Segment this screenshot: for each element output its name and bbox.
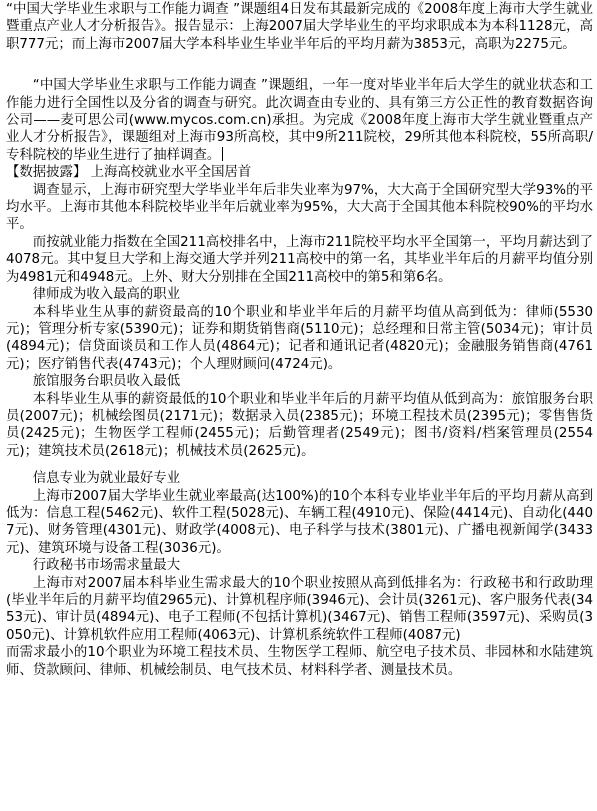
survey-description-paragraph bbox=[6, 77, 593, 164]
heading-highest-income: 律师成为收入最高的职业 bbox=[32, 287, 181, 303]
least-demand-paragraph: 而需求最小的10个职业为环境工程技术员、生物医学工程师、航空电子技术员、非园林和水陆建筑师、贷款顾问、律师、机械绘制员、电气技术员、材料科学者、测量技术员。 bbox=[6, 645, 593, 678]
lead-paragraph: “中国大学毕业生求职与工作能力调查 ”课题组4日发布其最新完成的《2008年度上海市大学生就业暨重点产业人才分析报告》。报告显示：上海2007届大学毕业生的平均求职成本为本科1128元，高职777元；而上海市2007届大学本科毕业生毕业半年后的平均月薪为3853元，高职为2275元。 bbox=[6, 2, 593, 52]
highest-salary-paragraph: 本科毕业生从事的薪资最高的10个职业和毕业半年后的月薪平均值从高到低为：律师(5530元)；管理分析专家(5390元)；证券和期货销售商(5110元)；总经理和日常主管(5034元)；审计员(4894元)；信贷面谈员和工作人员(4864元)；记者和通讯记者(4820元)；金融服务销售商(4761元)；医疗销售代表(4743元)；个人理财顾问(4724元)。 bbox=[6, 304, 593, 372]
best-major-paragraph: 上海市2007届大学毕业生就业率最高(达100%)的10个本科专业毕业半年后的平均月薪从高到低为：信息工程(5462元)、软件工程(5028元)、车辆工程(4910元)、保险(4414元)、自动化(4407元)、财务管理(4301元)、财政学(4008元)、电子科学与技术(3801元)、广播电视新闻学(3433元)、建筑环境与设备工程(3036元)。 bbox=[6, 488, 593, 556]
text-cursor bbox=[222, 147, 223, 161]
lowest-salary-paragraph: 本科毕业生从事的薪资最低的10个职业和毕业半年后的月薪平均值从低到高为：旅馆服务台职员(2007元)；机械绘图员(2171元)；数据录入员(2385元)；环境工程技术员(2395元)；零售售货员(2425元)；生物医学工程师(2455元)；后勤管理者(2549元)；图书/资料/档案管理员(2554元)；建筑技术员(2618元)；机械技术员(2625元)。 bbox=[6, 391, 593, 459]
heading-best-major: 信息专业为就业最好专业 bbox=[32, 471, 181, 487]
section-heading-data: 【数据披露】 上海高校就业水平全国居首 bbox=[6, 165, 252, 181]
heading-demand: 行政秘书市场需求量最大 bbox=[32, 558, 181, 574]
survey-description-text: “中国大学毕业生求职与工作能力调查 ”课题组，一年一度对毕业半年后大学生的就业状态和工作能力进行全国性以及分省的调查与研究。此次调查由专业的、具有第三方公正性的教育数据咨询公司——麦可思公司(www.mycos.com.cn)承担。为完成《2008年度上海市大学生就业暨重点产业人才分析报告》，课题组对上海市93所高校，其中9所211院校，29所其他本科院校，55所高职/专科院校的毕业生进行了抽样调查。 bbox=[6, 78, 593, 163]
spacer bbox=[6, 460, 593, 470]
demand-paragraph: 上海市对2007届本科毕业生需求最大的10个职业按照从高到低排名为：行政秘书和行政助理(毕业半年后的月薪平均值2965元)、计算机程序师(3946元)、会计员(3261元)、客户服务代表(3453元)、审计员(4894元)、电子工程师(不包括计算机)(3467元)、销售工程师(3597元)、采购员(3050元)、计算机软件应用工程师(4063元)、计算机系统软件工程师(4087元) bbox=[6, 575, 593, 643]
employment-rate-paragraph: 调查显示，上海市研究型大学毕业半年后非失业率为97%，大大高于全国研究型大学93%的平均水平。上海市其他本科院校毕业半年后就业率为95%，大大高于全国其他本科院校90%的平均水平。 bbox=[6, 182, 593, 233]
spacer bbox=[6, 53, 593, 77]
ranking-paragraph: 而按就业能力指数在全国211高校排名中，上海市211院校平均水平全国第一，平均月薪达到了4078元。其中复旦大学和上海交通大学并列211高校中的第一名，其毕业半年后的月薪平均值分别为4981元和4948元。上外、财大分别排在全国211高校中的第5和第6名。 bbox=[6, 234, 593, 285]
heading-lowest-income: 旅馆服务台职员收入最低 bbox=[32, 374, 181, 390]
